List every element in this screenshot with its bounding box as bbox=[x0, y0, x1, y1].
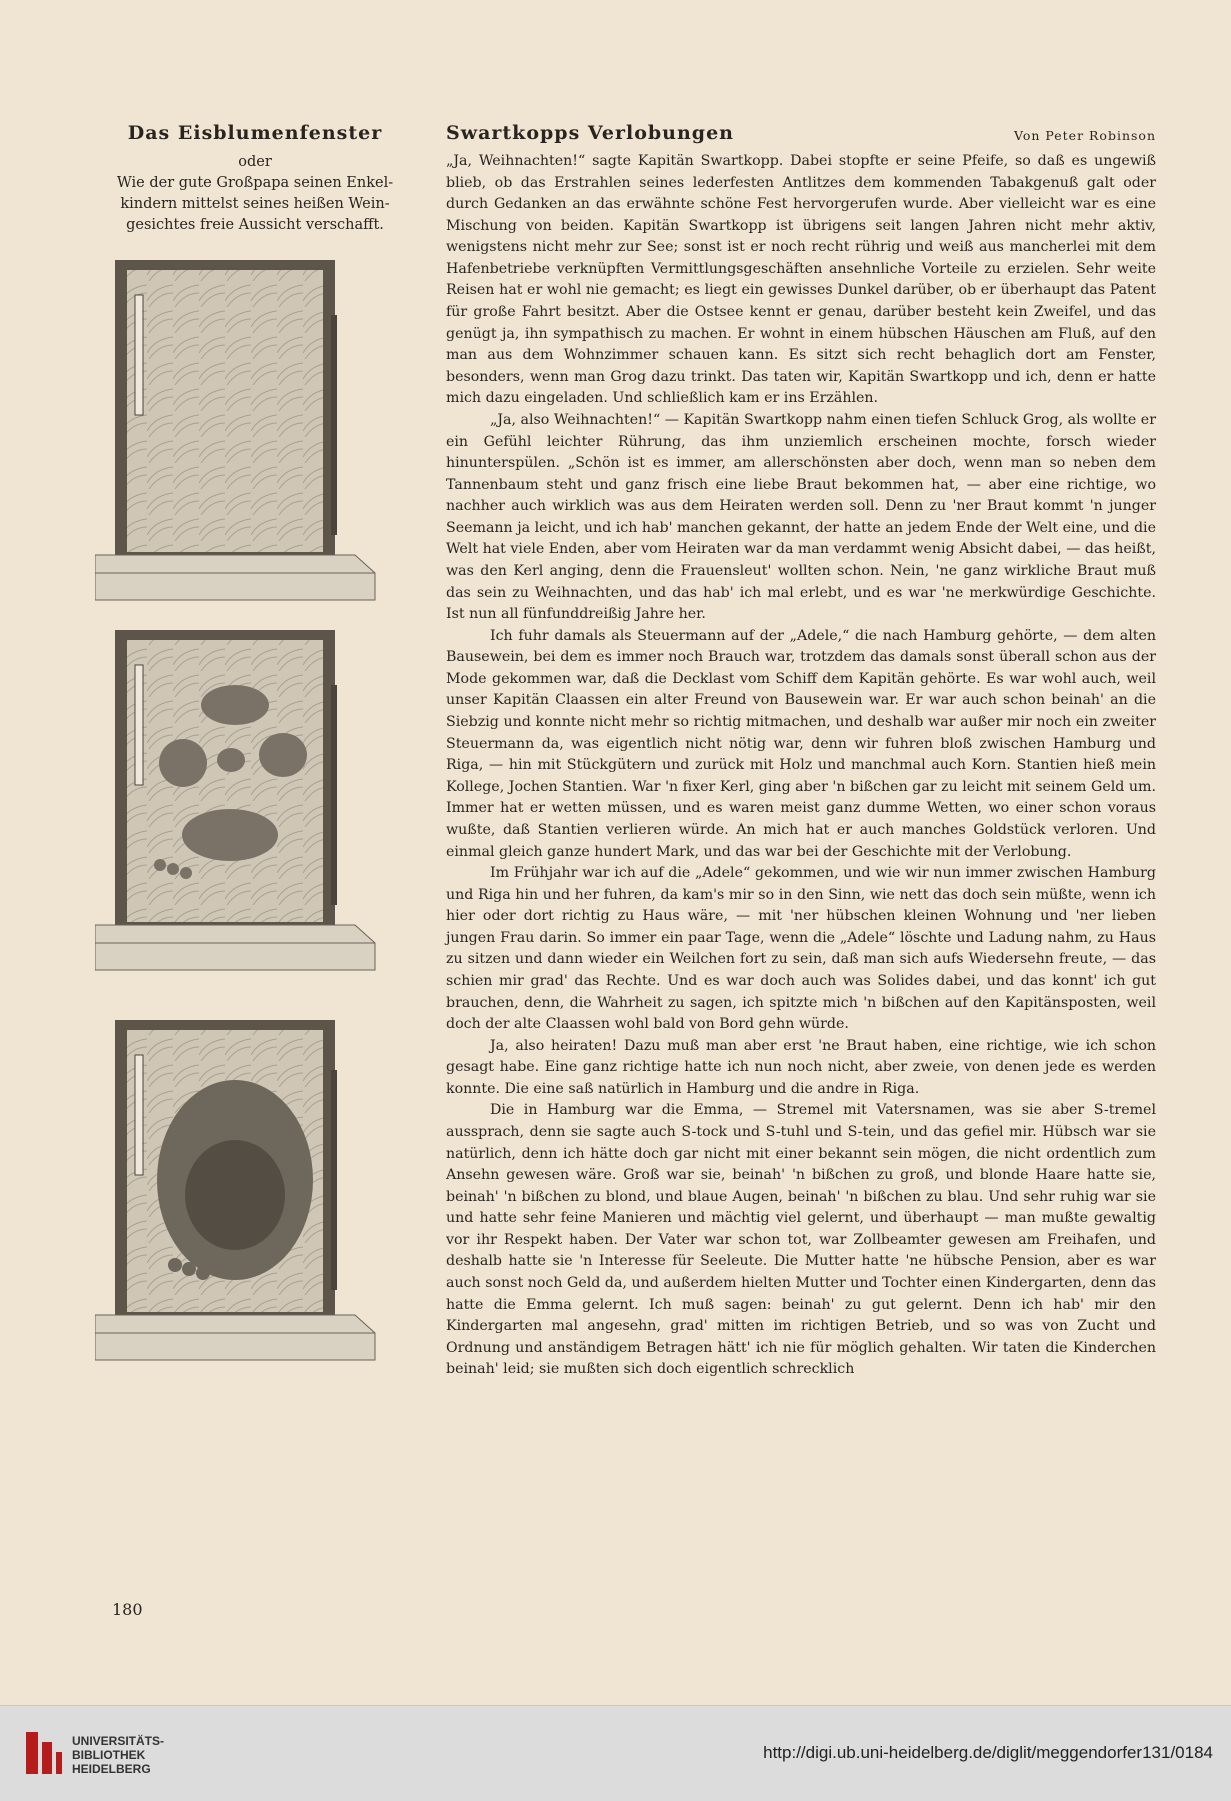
window-illustration-3 bbox=[95, 1020, 375, 1360]
paragraph: Ja, also heiraten! Dazu muß man aber erst 'ne Braut haben, eine richtige, wie ich schon gesagt habe. Eine ganz richtige hatte ich nun noch nicht, aber zweie, von denen jede es werden konnte. Die eine saß natürlich in Hamburg und die andre in Riga. bbox=[446, 1037, 1156, 1097]
page-number: 180 bbox=[112, 1600, 143, 1619]
library-name-line: HEIDELBERG bbox=[72, 1762, 151, 1776]
document-url-link[interactable]: http://digi.ub.uni-heidelberg.de/diglit/meggendorfer131/0184 bbox=[763, 1743, 1213, 1762]
university-library-logo-icon[interactable] bbox=[22, 1728, 64, 1778]
subtitle-line: oder bbox=[238, 154, 272, 170]
subtitle-line: Wie der gute Großpapa seinen Enkel- bbox=[116, 175, 394, 191]
story-title: Swartkopps Verlobungen bbox=[446, 122, 734, 144]
library-name-line: BIBLIOTHEK bbox=[72, 1748, 146, 1762]
library-name[interactable] bbox=[72, 1734, 164, 1776]
paragraph: „Ja, also Weihnachten!“ — Kapitän Swartkopp nahm einen tiefen Schluck Grog, als wollte er ein Gefühl leichter Rührung, das ihm unziemlich erscheinen mochte, forsch wieder hinunterspülen. „Schön ist es immer, am allerschönsten aber doch, wenn man so neben dem Tannenbaum steht und ganz frisch eine liebe Braut bekommen hat, — aber eine richtige, wo nachher auch wirklich was aus dem Heiraten werden soll. Denn zu 'ner Braut kommt 'n junger Seemann ja leicht, und ich hab' manchen gekannt, der hatte an jedem Ende der Welt eine, und die Welt hat viele Enden, aber vom Heiraten war da man verdammt wenig Absicht dabei, — das heißt, was den Kerl anging, denn die Frauensleut' wollten schon. Nein, 'ne ganz wirkliche Braut muß das sein zu Weihnachten, und das hab' ich mal erlebt, und es war 'ne merkwürdige Geschichte. Ist nun all fünfunddreißig Jahre her. bbox=[446, 411, 1156, 623]
window-illustration-1 bbox=[95, 260, 375, 600]
left-article-subtitle bbox=[110, 152, 400, 236]
window-illustration-2 bbox=[95, 630, 375, 970]
paragraph: Im Frühjahr war ich auf die „Adele“ gekommen, und wie wir nun immer zwischen Hamburg und Riga hin und her fuhren, da kam's mir so in den Sinn, wie nett das doch sein müßte, wenn ich hier oder dort richtig zu Haus wäre, — mit 'ner hübschen kleinen Wohnung und 'ner lieben jungen Frau darin. So immer ein paar Tage, wenn die „Adele“ löschte und Ladung nahm, zu Haus zu sitzen und dann wieder ein Weilchen fort zu sein, daß man sich aufs Wiedersehn freute, — das schien mir grad' das Rechte. Und es war doch auch was Solides dabei, und das konnt' ich gut brauchen, denn, die Wahrheit zu sagen, ich spitzte mich 'n bißchen auf den Kapitänsposten, weil doch der alte Claassen wohl bald von Bord gehn würde. bbox=[446, 865, 1156, 1033]
paragraph: Die in Hamburg war die Emma, — Stremel mit Vatersnamen, was sie aber S-tremel aussprach, denn sie sagte auch S-tock und S-tuhl und S-tein, und das gefiel mir. Hübsch war sie natürlich, denn ich hätte doch gar nicht mit einer bekannt sein mögen, die nicht ordentlich zum Ansehn gewesen wäre. Groß war sie, beinah' 'n bißchen zu groß, und blonde Haare hatte sie, beinah' 'n bißchen zu blond, und blaue Augen, beinah' 'n bißchen zu blau. Und sehr ruhig war sie und hatte sehr feine Manieren und mächtig viel gelernt, und überhaupt — man mußte gewaltig vor ihr Respekt haben. Der Vater war schon tot, war Zollbeamter gewesen am Freihafen, und deshalb hatte sie 'n Interesse für Seeleute. Die Mutter hatte 'ne hübsche Pension, aber es war auch sonst noch Geld da, und außerdem hielten Mutter und Tochter einen Kindergarten, denn das hatte die Emma gelernt. Ich muß sagen: beinah' zu gut gelernt. Denn ich hab' mir den Kindergarten mal angesehn, grad' mitten im richtigen Betrieb, und so was von Zucht und Ordnung und anständigem Betragen hätt' ich nie für möglich gehalten. Wir taten die Kinderchen beinah' leid; sie mußten sich doch eigentlich schrecklich bbox=[446, 1102, 1156, 1378]
library-name-line: UNIVERSITÄTS- bbox=[72, 1734, 165, 1748]
paragraph: „Ja, Weihnachten!“ sagte Kapitän Swartkopp. Dabei stopfte er seine Pfeife, so daß es ungewiß blieb, ob das Erstrahlen seines lederfesten Antlitzes dem kommenden Tabakgenuß galt oder durch Gedanken an das erwähnte schöne Fest hervorgerufen wurde. Aber vielleicht war es eine Mischung von beiden. Kapitän Swartkopp ist übrigens seit langen Jahren nicht mehr aktiv, wenigstens nicht mehr zur See; sonst ist er noch recht rührig und weiß aus mancherlei mit dem Hafenbetriebe verknüpften Vermittlungsgeschäften ansehnliche Vorteile zu erzielen. Sehr weite Reisen hat er wohl nie gemacht; es liegt ein gewisses Dunkel darüber, ob er überhaupt das Patent für große Fahrt besitzt. Aber die Ostsee kennt er genau, darüber besteht kein Zweifel, und das genügt ja, ihn sympathisch zu machen. Er wohnt in einem hübschen Häuschen am Fluß, auf den man aus dem Wohnzimmer schauen kann. Es sitzt sich recht behaglich dort am Fenster, besonders, wenn man Grog dazu trinkt. Das taten wir, Kapitän Swartkopp und ich, denn er hatte mich dazu eingeladen. Und schließlich kam er ins Erzählen. bbox=[446, 153, 1156, 407]
ice-flower-window-illustrations bbox=[95, 255, 415, 1565]
story-author: Von Peter Robinson bbox=[1013, 128, 1156, 143]
paragraph: Ich fuhr damals als Steuermann auf der „Adele,“ die nach Hamburg gehörte, — dem alten Bausewein, bei dem es immer noch Brauch war, trotzdem das damals sonst überall schon aus der Mode gekommen war, daß die Decklast vom Schiff dem Kapitän gehörte. Es war wohl auch, weil unser Kapitän Claassen ein alter Freund von Bausewein war. Er war auch schon beinah' an die Siebzig und konnte nicht mehr so richtig mitmachen, und deshalb war außer mir noch ein zweiter Steuermann da, was eigentlich nicht nötig war, denn wir fuhren bloß zwischen Hamburg und Riga, — hin mit Stückgütern und zurück mit Holz und manchmal auch Korn. Stantien hieß mein Kollege, Jochen Stantien. War 'n fixer Kerl, ging aber 'n bißchen gar zu leicht mit seinem Geld um. Immer hat er wetten müssen, und es waren meist ganz dumme Wetten, wo einer schon voraus wußte, daß Stantien verlieren würde. An mich hat er auch manches Goldstück verloren. Und einmal gleich ganze hundert Mark, und das war bei der Geschichte mit der Verlobung. bbox=[446, 627, 1156, 860]
left-article-title: Das Eisblumenfenster bbox=[127, 122, 383, 144]
viewer-footer bbox=[0, 1705, 1231, 1801]
subtitle-line: kindern mittelst seines heißen Wein- bbox=[120, 196, 390, 212]
story-body bbox=[446, 151, 1156, 1381]
subtitle-line: gesichtes freie Aussicht verschafft. bbox=[126, 217, 384, 233]
